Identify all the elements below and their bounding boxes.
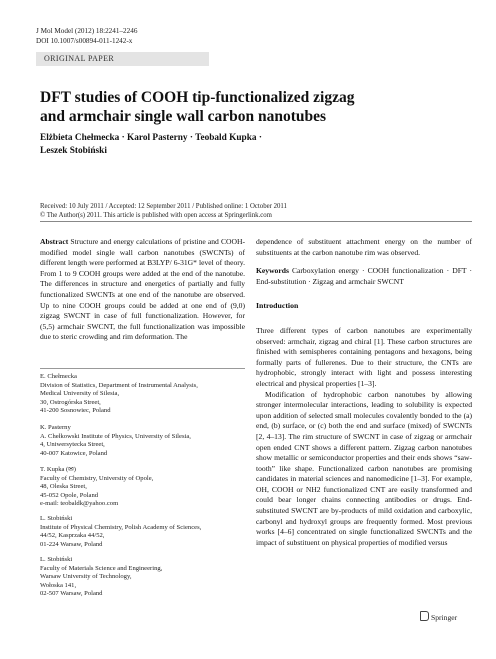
affiliation-line: Warsaw University of Technology, [40,573,132,581]
keywords [256,266,472,287]
affiliation-line: 01-224 Warsaw, Poland [40,540,103,548]
springer-logo [420,611,457,622]
copyright-notice: © The Author(s) 2011. This article is published with open access at Springerlink.com [40,212,272,219]
abstract-label: Abstract [40,237,69,246]
affiliation-line: T. Kupka (✉) [40,466,76,473]
abstract-text: Structure and energy calculations of pristine and COOH-modified model single wall carbon nanotubes (SWCNTs) of different length were performed at B3LYP/ 6-31G* level of theory. From 1 to 9 COOH groups were added at the end of the nanotube. The differences in structure and energetics of partially and fully functionalized SWCNTs at one end of the nanotube are observed. Up to nine COOH groups could be added at one end of (9,0) zigzag SWCNT in case of full functionalization. However, for (5,5) armchair SWCNT, the full functionalization was impossible due to steric crowding and rim deformation. The [40,237,245,342]
header-divider [40,221,472,222]
right-column [256,237,472,548]
title-line-2: and armchair single wall carbon nanotubes [40,108,327,125]
title-line-1: DFT studies of COOH tip-functionalized zigzag [40,89,355,106]
publication-history [40,202,480,220]
affiliation-line: 4, Uniwersytecka Street, [40,441,105,449]
affiliation-line: 45-052 Opole, Poland [40,491,99,499]
affiliation-kupka [40,466,245,509]
journal-header [36,26,137,46]
affiliation-line: 48, Oleska Street, [40,483,87,491]
affiliation-line: Institute of Physical Chemistry, Polish Academy of Sciences, [40,523,202,531]
affiliation-line: A. Chełkowski Institute of Physics, University of Silesia, [40,432,191,440]
affiliation-line: K. Pasterny [40,424,71,431]
affiliation-line: 44/52, Kasprzaka 44/52, [40,532,105,540]
springer-horse-icon [420,611,429,621]
intro-paragraph-2: Modification of hydrophobic carbon nanotubes by allowing stronger intermolecular interactions, leading to solubility is expected upon addition of selected small molecules covalently bonded to the (a) end, (b) surface, or (c) both the end and surface (mixed) of SWCNTs [2, 4–13]. The rim structure of SWCNT in case of zigzag or armchair open ended CNT shows a different pattern. Zigzag carbon nanotubes show metallic or semiconductor properties and their ends shows “saw-tooth” like shape. Functionalized carbon nanotubes are promising candidates in material sciences and nanomedicine [1–3]. For example, OH, COOH or NH2 functionalized CNT are easily transformed and could bear longer chains connecting antibodies or drugs. End-substituted SWCNT are by-products of mild oxidation and carboxylic, carbonyl and hydroxyl groups are frequently formed. Most previous works [4–6] concentrated on single functionalized SWCNTs and the impact of substituent on physical properties of modified versus [256,389,472,547]
affiliation-line: Wołoska 141, [40,581,77,589]
abstract [40,237,245,343]
journal-citation: J Mol Model (2012) 18:2241–2246 [36,27,138,35]
affiliation-line: L. Stobiński [40,556,73,563]
doi: DOI 10.1007/s00894-011-1242-x [36,37,133,45]
affiliation-chelmecka [40,373,245,416]
received-dates: Received: 10 July 2011 / Accepted: 12 September 2011 / Published online: 1 October 2011 [40,203,287,210]
affiliation-line: Division of Statistics, Department of Instrumental Analysis, [40,381,198,389]
keywords-label: Keywords [256,266,289,276]
affiliation-line: E. Chełmecka [40,373,77,380]
affiliation-stobinski-wut [40,556,245,599]
affiliation-line: 30, Ostrogórska Street, [40,398,101,406]
affiliation-line: L. Stobiński [40,515,73,522]
authors-line-2: Leszek Stobiński [40,146,107,156]
affiliation-line: 40-007 Katowice, Poland [40,449,108,457]
section-tag-label: ORIGINAL PAPER [44,54,115,63]
article-title [40,88,460,126]
affiliation-pasterny [40,424,245,458]
abstract-continuation: dependence of substituent attachment energy on the number of substituents at the carbon nanotube rim was observed. [256,237,472,257]
affiliation-line: Faculty of Chemistry, University of Opole, [40,474,154,482]
intro-paragraph-1: Three different types of carbon nanotubes are experimentally observed: armchair, zigzag and chiral [1]. These carbon structures are finished with semispheres containing pentagons and hexagons, being formally parts of fullerenes. Due to their structure, the CNTs are hydrophobic, strongly interact with light and possess interesting electrical and physical properties [1–3]. [256,325,472,388]
footnote-divider [40,368,245,369]
publisher-name: Springer [431,613,458,622]
section-tag [36,52,209,66]
author-list [40,132,460,158]
keywords-text: Carboxylation energy · COOH functionalization · DFT · End-substitution · Zigzag and armchair SWCNT [256,266,472,286]
affiliation-line: Faculty of Materials Science and Engineering, [40,564,163,572]
affiliation-line: e-mail: teobaldk@yahoo.com [40,500,119,508]
affiliation-stobinski-ipc [40,515,245,549]
affiliation-line: 02-507 Warsaw, Poland [40,590,103,598]
introduction-heading: Introduction [256,301,299,311]
affiliation-line: 41-200 Sosnowiec, Poland [40,407,111,415]
authors-line-1: Elżbieta Chełmecka · Karol Pasterny · Teobald Kupka · [40,133,262,143]
affiliation-line: Medical University of Silesia, [40,390,120,398]
